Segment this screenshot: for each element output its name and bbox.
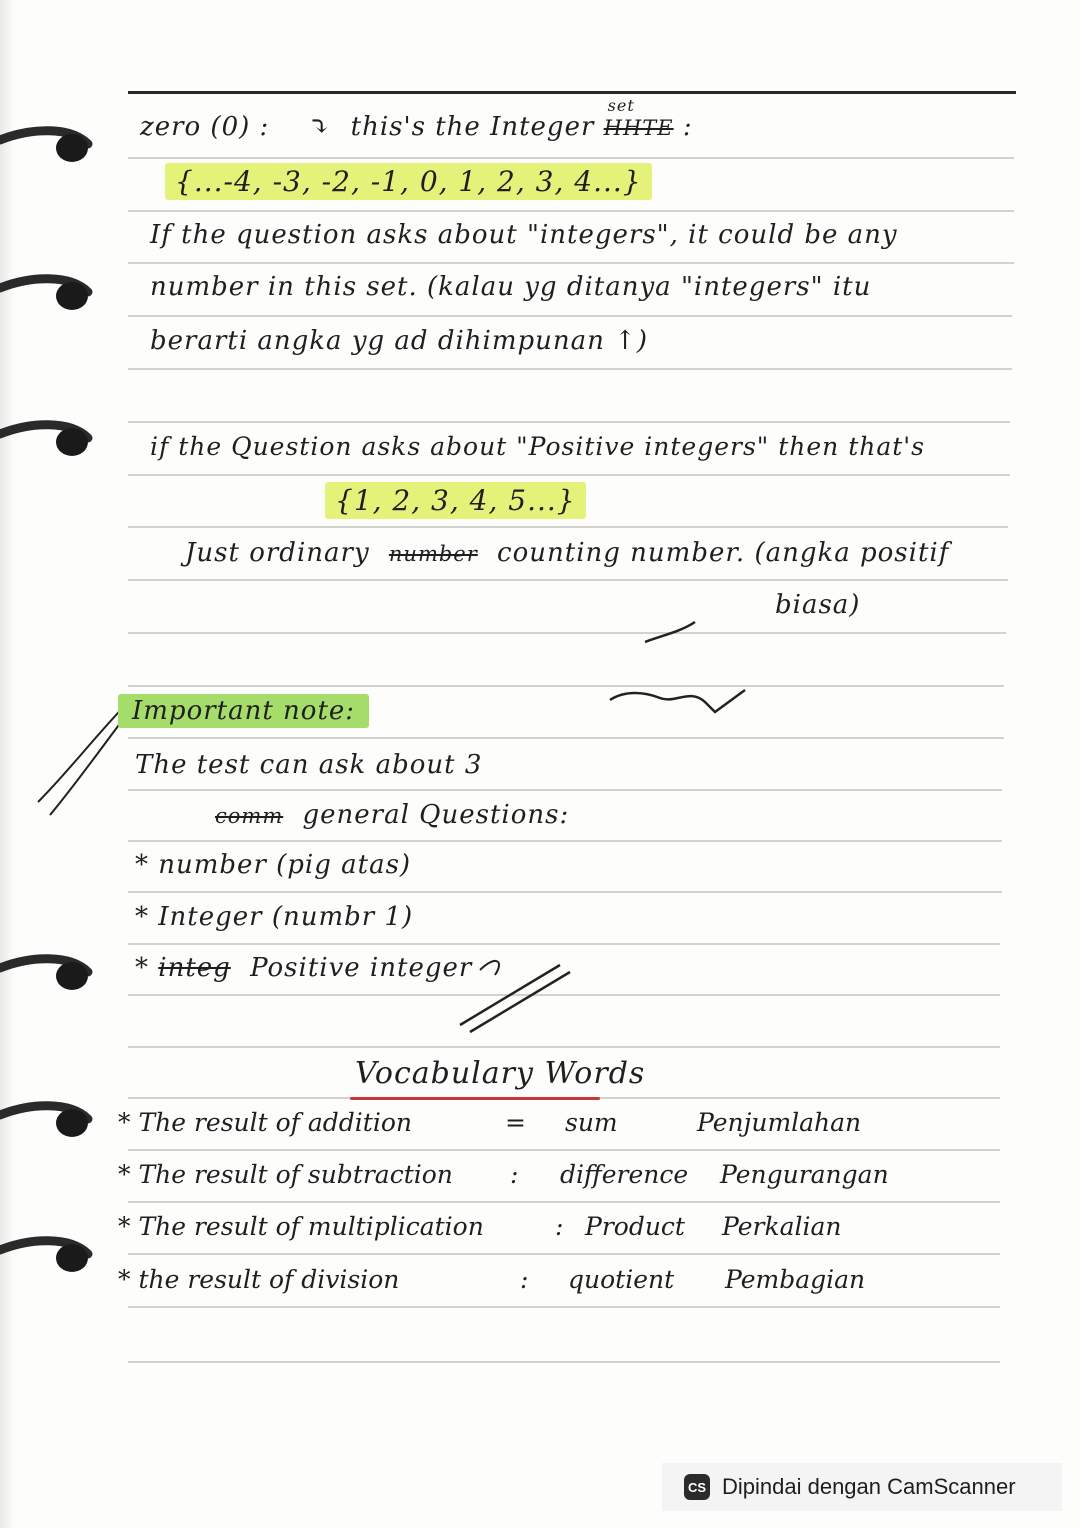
- spiral-ring-icon: [0, 1228, 95, 1280]
- camscanner-logo-icon: CS: [684, 1474, 710, 1500]
- vocab-english: sum: [565, 1108, 618, 1137]
- top-rule: [128, 91, 1016, 94]
- ruled-line: [128, 632, 1006, 634]
- vocab-term: * The result of multiplication: [118, 1212, 484, 1241]
- vocab-indonesian: Perkalian: [722, 1212, 842, 1241]
- vocab-english: Product: [585, 1212, 685, 1241]
- vocab-indonesian: Pengurangan: [720, 1160, 889, 1189]
- note-item-number: * number (pig atas): [135, 850, 412, 880]
- note-general-questions: general Questions:: [302, 800, 570, 830]
- ruled-line: [128, 315, 1012, 317]
- vocab-english: quotient: [568, 1265, 675, 1294]
- vocab-indonesian: Pembagian: [725, 1265, 866, 1294]
- zero-label: zero (0) :: [140, 112, 270, 142]
- integer-set: [165, 165, 652, 198]
- ruled-line: [128, 891, 1002, 893]
- note-item-integer: * Integer (numbr 1): [135, 902, 414, 932]
- ruled-line: [128, 1253, 1000, 1255]
- note-struck-word: comm: [215, 804, 284, 828]
- correction-set: set: [607, 96, 635, 115]
- ruled-line: [128, 262, 1014, 264]
- zero-line: [140, 96, 693, 142]
- note-item3-text: Positive integer: [250, 953, 473, 983]
- positive-integers-line: if the Question asks about "Positive integers" then that's: [150, 432, 926, 461]
- ruled-line: [128, 1306, 1000, 1308]
- ruled-line: [128, 1149, 1000, 1151]
- vocab-title-underline: [350, 1097, 600, 1100]
- ruled-line: [128, 421, 1010, 423]
- note-line2: [215, 800, 569, 830]
- note-item3-struck: integ: [158, 953, 231, 983]
- counting-continued: biasa): [775, 590, 861, 620]
- spiral-ring-icon: [0, 1093, 95, 1145]
- counting-line: [185, 538, 949, 568]
- spiral-ring-icon: [0, 266, 95, 318]
- vocab-term: * The result of addition: [118, 1108, 412, 1137]
- struck-word: HHTE: [603, 116, 674, 140]
- vocab-title: Vocabulary Words: [355, 1056, 646, 1091]
- camscanner-text: Dipindai dengan CamScanner: [722, 1474, 1016, 1499]
- vocab-eq: :: [555, 1212, 564, 1241]
- vocab-term: * The result of subtraction: [118, 1160, 453, 1189]
- paragraph1-line2: number in this set. (kalau yg ditanya "integers" itu: [150, 272, 872, 302]
- curved-arrow-icon: ⤵: [308, 112, 332, 142]
- integer-set-highlight: {...-4, -3, -2, -1, 0, 1, 2, 3, 4...}: [165, 163, 652, 200]
- ruled-line: [128, 840, 1002, 842]
- ruled-line: [128, 1201, 1000, 1203]
- positive-set: [325, 484, 586, 517]
- counting-suffix: counting number. (angka positif: [497, 538, 950, 568]
- vocab-term: * the result of division: [118, 1265, 400, 1294]
- vocab-eq: :: [520, 1265, 529, 1294]
- ruled-line: [128, 526, 1008, 528]
- ruled-line: [128, 210, 1014, 212]
- squiggle-mark: [640, 610, 720, 650]
- paragraph1-line1: If the question asks about "integers", it could be any: [150, 220, 898, 250]
- important-note-label: [118, 696, 369, 726]
- important-note-highlight: Important note:: [118, 694, 369, 728]
- spiral-ring-icon: [0, 118, 95, 170]
- ruled-line: [128, 1046, 1000, 1048]
- squiggle-mark: [605, 680, 755, 720]
- spiral-ring-icon: [0, 946, 95, 998]
- ruled-line: [128, 737, 1004, 739]
- squiggle-mark: [450, 940, 580, 1035]
- vocab-eq: =: [505, 1108, 526, 1137]
- ruled-line: [128, 1361, 1000, 1363]
- paragraph1-line3: berarti angka yg ad dihimpunan ↑): [150, 326, 649, 356]
- counting-struck: number: [388, 542, 478, 566]
- vocab-indonesian: Penjumlahan: [697, 1108, 862, 1137]
- camscanner-watermark: [662, 1463, 1062, 1511]
- ruled-line: [128, 474, 1010, 476]
- page-edge: [0, 0, 14, 1528]
- ruled-line: [128, 368, 1012, 370]
- note-item-positive: [135, 953, 472, 983]
- spiral-ring-icon: [0, 412, 95, 464]
- ruled-line: [128, 685, 1004, 687]
- zero-colon: :: [682, 112, 693, 142]
- counting-prefix: Just ordinary: [185, 538, 370, 568]
- integer-set-caption: this's the Integer: [350, 112, 595, 142]
- note-item3-bullet: *: [135, 953, 149, 983]
- vocab-eq: :: [510, 1160, 519, 1189]
- ruled-line: [128, 789, 1002, 791]
- positive-set-highlight: {1, 2, 3, 4, 5...}: [325, 482, 586, 519]
- ruled-line: [128, 579, 1008, 581]
- ruled-line: [128, 157, 1014, 159]
- vocab-english: difference: [560, 1160, 689, 1189]
- note-line1: The test can ask about 3: [135, 750, 483, 780]
